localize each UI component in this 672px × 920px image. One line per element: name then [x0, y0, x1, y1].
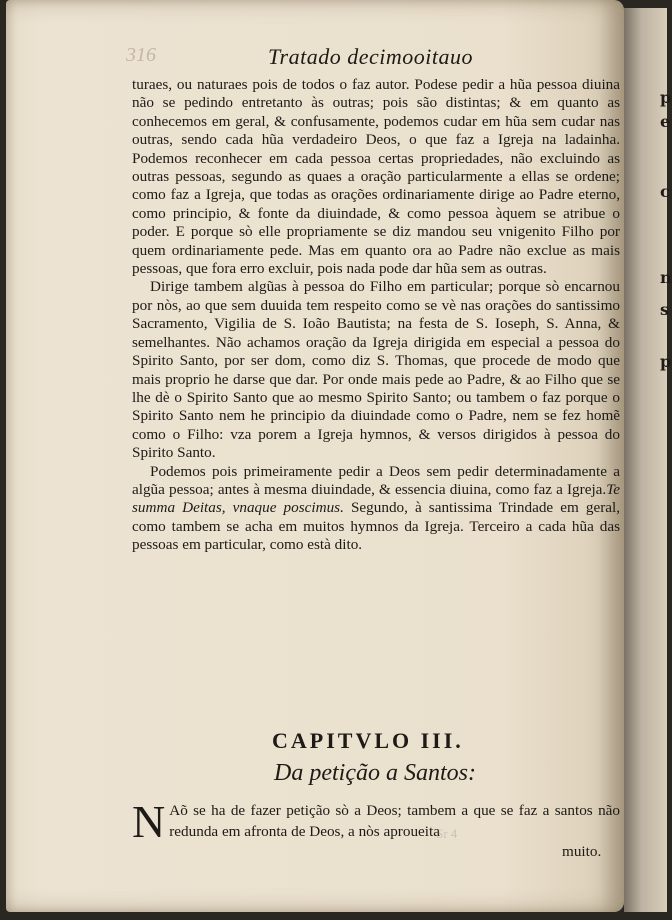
edge-letter: p	[660, 88, 672, 107]
book-page	[6, 0, 624, 912]
next-page-edge	[624, 8, 672, 912]
edge-letter: p	[660, 352, 672, 371]
running-title: Tratado decimooitauo	[268, 44, 473, 69]
paragraph-3-start: Podemos pois primeiramente pedir a Deos sem pedir determinadamente a algũa pessoa; antes à mesma diuindade, & essencia diuina, como faz a Igreja.	[132, 462, 620, 498]
paragraph-1: turaes, ou naturaes pois de todos o faz autor. Podese pedir a hũa pessoa diuina não se pedindo entretanto às outras; pois são distintas; & em quanto as conhecemos em geral, & confusamente, podemos cudar em hũa sem cudar nas outras, sendo cada hũa verdadeiro Deos, o que faz a Igreja na ladainha. Podemos reconhecer em cada pessoa certas propriedades, não excluindo as outras pessoas, segundo as quaes a oração particularmente a ellas se ordene; como faz a Igreja, que todas as orações ordinariamente dirige ao Padre eterno, como principio, & fonte da diuindade, & como pessoa àquem se atribue o poder. E porque sò elle propriamente se diz mandou seu vnigenito Filho por quem ordinariamente pede. Mas em quanto ora ao Padre não exclue as mais pessoas, que fora erro excluir, pois nada pode dar hũa sem as outras.	[132, 76, 620, 278]
paragraph-3-end: Segundo, à santissima Trindade em geral, como tambem se acha em muitos hymnos da Igreja. Terceiro a cada hũa das pessoas em particular, como està dito.	[132, 499, 621, 554]
paragraph-3	[132, 463, 620, 555]
catchword: muito.	[562, 843, 602, 860]
chapter-title: CAPITVLO III.	[272, 728, 464, 753]
edge-letter: n	[660, 268, 672, 287]
chapter-opening-text: Aõ se ha de fazer petição sò a Deos; tambem a que se faz a santos não redunda em afronta de Deos, a nòs aproueita	[169, 802, 620, 840]
body-text	[132, 76, 620, 555]
edge-letter: s	[660, 300, 670, 319]
edge-letter: e	[660, 112, 671, 131]
edge-letter: c	[660, 182, 670, 201]
paragraph-2: Dirige tambem algũas à pessoa do Filho em particular; porque sò encarnou por nòs, ao que sem duuida tem respeito como se vè nas orações do santissimo Sacramento, Vigilia de S. Ioão Bautista; na festa de S. Ioseph, S. Anna, & semelhantes. Não achamos oração da Igreja dirigida em especial a pessoa do Spirito Santo, por ser dom, como diz S. Thomas, que procede de modo que mais proprio he darse que dar. Por onde mais pede ao Padre, & ao Filho que se lhe dè o Spirito Santo que ao mesmo Spirito Santo; ou tambem o faz porque o Spirito Santo nem he principio da diuindade como o Padre, nem se fez homẽ como o Filho: vza porem a Igreja hymnos, & versos dirigidos à pessoa do Spirito Santo.	[132, 278, 620, 462]
chapter-opening-paragraph	[132, 796, 620, 847]
show-through-signature: Sr 4	[436, 826, 458, 841]
drop-cap: N	[132, 796, 166, 847]
chapter-subtitle: Da petição a Santos:	[274, 760, 476, 786]
faint-page-number: 316	[126, 44, 156, 66]
latin-motto: Te summa Deitas, vnaque poscimus.	[132, 480, 620, 517]
